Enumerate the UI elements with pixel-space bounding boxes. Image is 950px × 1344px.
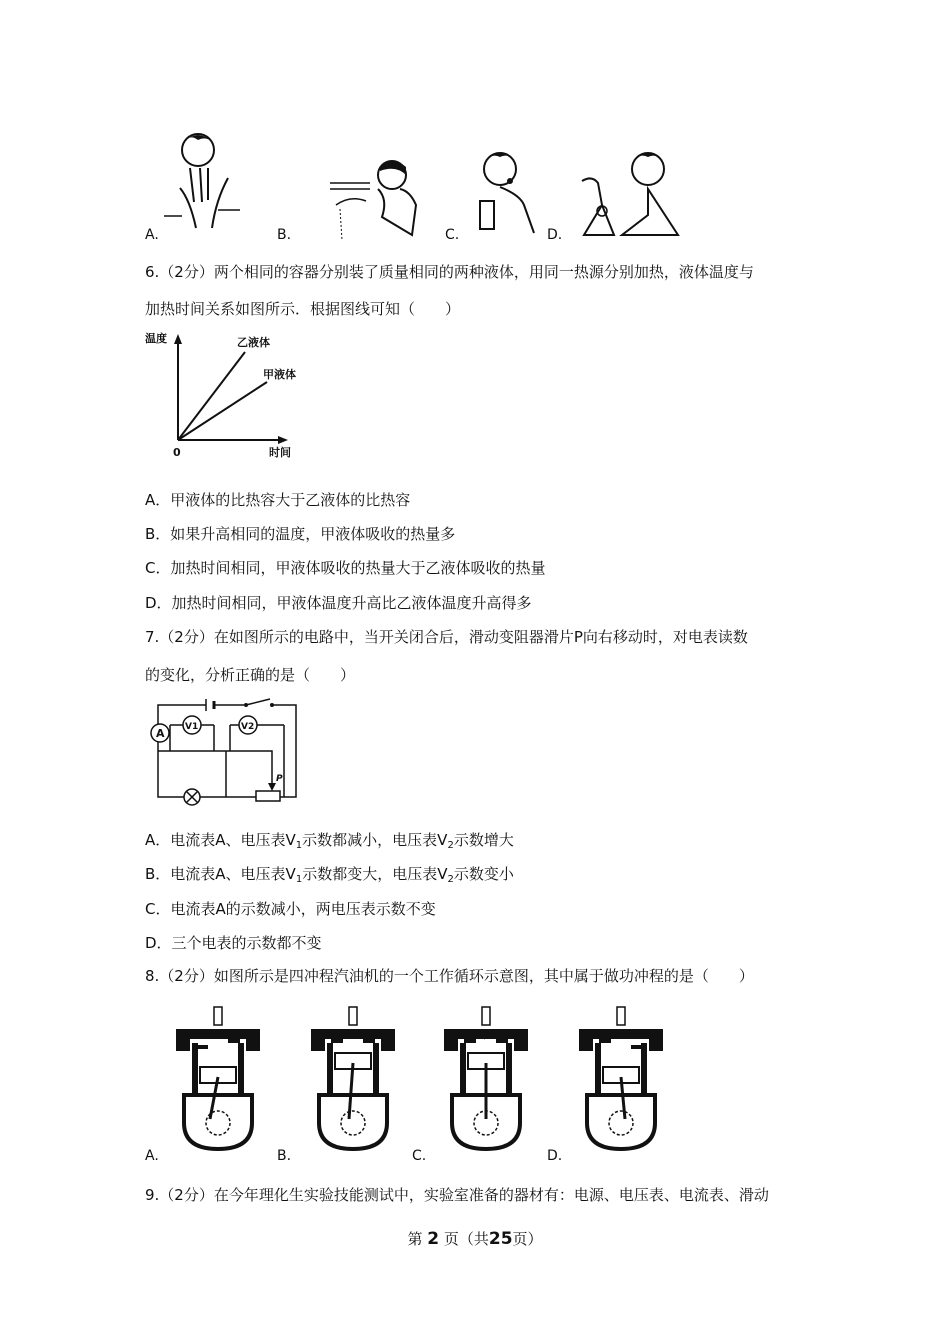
q6-option-a[interactable]: A．甲液体的比热容大于乙液体的比热容 — [145, 491, 411, 509]
voltmeter-v2-label: V2 — [241, 722, 255, 732]
q6-option-c[interactable]: C．加热时间相同，甲液体吸收的热量大于乙液体吸收的热量 — [145, 559, 546, 577]
q7-option-d[interactable]: D．三个电表的示数都不变 — [145, 934, 322, 952]
q8-option-d[interactable]: D. — [547, 1148, 563, 1164]
q9-stem-line1: 9.（2分）在今年理化生实验技能测试中，实验室准备的器材有：电源、电压表、电流表、滑动 — [145, 1186, 769, 1204]
q5-option-b[interactable]: B. — [277, 227, 292, 243]
cylinder-head — [579, 1029, 663, 1051]
cylinder-head — [444, 1029, 528, 1051]
spark-plug — [349, 1007, 357, 1025]
switch-blade — [246, 699, 270, 705]
cylinder-wall-left — [460, 1043, 466, 1095]
q8-option-c[interactable]: C. — [412, 1148, 427, 1164]
cylinder-wall-right — [238, 1043, 244, 1095]
kid-plucking-ruler-icon — [160, 128, 240, 238]
graph-series-yi-label: 乙液体 — [237, 336, 270, 349]
q7-option-c[interactable]: C．电流表A的示数减小，两电压表示数不变 — [145, 900, 436, 918]
kid-blowing-bottle-icon — [470, 145, 540, 235]
q8-option-b[interactable]: B. — [277, 1148, 292, 1164]
voltmeter-v1-label: V1 — [185, 722, 199, 732]
exhaust-valve — [363, 1039, 375, 1043]
q8-stem-line1: 8.（2分）如图所示是四冲程汽油机的一个工作循环示意图，其中属于做功冲程的是（ ） — [145, 967, 754, 985]
engine-stroke-c-icon — [438, 1005, 538, 1155]
q7-option-b[interactable]: B．电流表A、电压表$V_1$示数都变大，电压表$V_2$示数变小 — [145, 865, 514, 885]
q7-option-a[interactable]: A．电流表A、电压表$V_1$示数都减小，电压表$V_2$示数增大 — [145, 831, 514, 851]
graph-line-jia — [178, 382, 267, 440]
spark-plug — [617, 1007, 625, 1025]
ammeter-label: A — [156, 727, 165, 740]
q6-stem-line1: 6.（2分）两个相同的容器分别装了质量相同的两种液体，用同一热源分别加热，液体温度与 — [145, 263, 754, 281]
intake-valve — [464, 1039, 476, 1043]
cylinder-head — [311, 1029, 395, 1051]
spark-plug — [482, 1007, 490, 1025]
engine-stroke-a-icon — [170, 1005, 270, 1155]
q6-temperature-time-graph — [145, 330, 305, 460]
cylinder-head — [176, 1029, 260, 1051]
graph-line-yi — [178, 352, 245, 440]
graph-xlabel: 时间 — [269, 446, 291, 459]
intake-valve — [599, 1039, 611, 1043]
cylinder-wall-left — [192, 1043, 198, 1095]
cylinder-wall-left — [327, 1043, 333, 1095]
kid-tapping-tuning-fork-icon — [330, 155, 420, 240]
q8-option-a[interactable]: A. — [145, 1148, 159, 1164]
graph-y-arrow — [174, 334, 182, 344]
engine-stroke-b-icon — [305, 1005, 405, 1155]
kid-listening-bell-jar-icon — [578, 145, 688, 240]
q7-circuit-diagram — [148, 697, 298, 807]
graph-origin-label: 0 — [173, 446, 181, 459]
graph-x-arrow — [278, 436, 288, 444]
engine-stroke-d-icon — [573, 1005, 673, 1155]
graph-ylabel: 温度 — [145, 332, 167, 345]
crankcase — [319, 1095, 387, 1149]
q6-option-b[interactable]: B．如果升高相同的温度，甲液体吸收的热量多 — [145, 525, 456, 543]
q7-stem-line1: 7.（2分）在如图所示的电路中，当开关闭合后，滑动变阻器滑片P向右移动时，对电表读数 — [145, 628, 748, 646]
q5-option-d[interactable]: D. — [547, 227, 563, 243]
exhaust-valve — [228, 1039, 240, 1043]
rheostat-slider-label: P — [276, 774, 283, 784]
intake-valve — [331, 1039, 343, 1043]
q5-option-c[interactable]: C. — [445, 227, 460, 243]
spark-plug — [214, 1007, 222, 1025]
q5-option-a[interactable]: A. — [145, 227, 159, 243]
current-page-number: 2 — [427, 1229, 440, 1249]
graph-series-jia-label: 甲液体 — [263, 368, 296, 381]
cylinder-wall-right — [506, 1043, 512, 1095]
cylinder-wall-right — [641, 1043, 647, 1095]
page-footer: 第 2 页（共25页） — [407, 1229, 543, 1249]
cylinder-wall-left — [595, 1043, 601, 1095]
q6-stem-line2: 加热时间关系如图所示．根据图线可知（ ） — [145, 300, 461, 318]
crankcase — [587, 1095, 655, 1149]
rheostat-resistor — [256, 791, 280, 801]
q7-stem-line2: 的变化，分析正确的是（ ） — [145, 666, 356, 684]
cylinder-wall-right — [373, 1043, 379, 1095]
q6-option-d[interactable]: D．加热时间相同，甲液体温度升高比乙液体温度升高得多 — [145, 594, 532, 612]
crankcase — [184, 1095, 252, 1149]
exhaust-valve — [496, 1039, 508, 1043]
total-pages: 25 — [488, 1229, 513, 1249]
rheostat-slider-arrow — [268, 783, 276, 791]
